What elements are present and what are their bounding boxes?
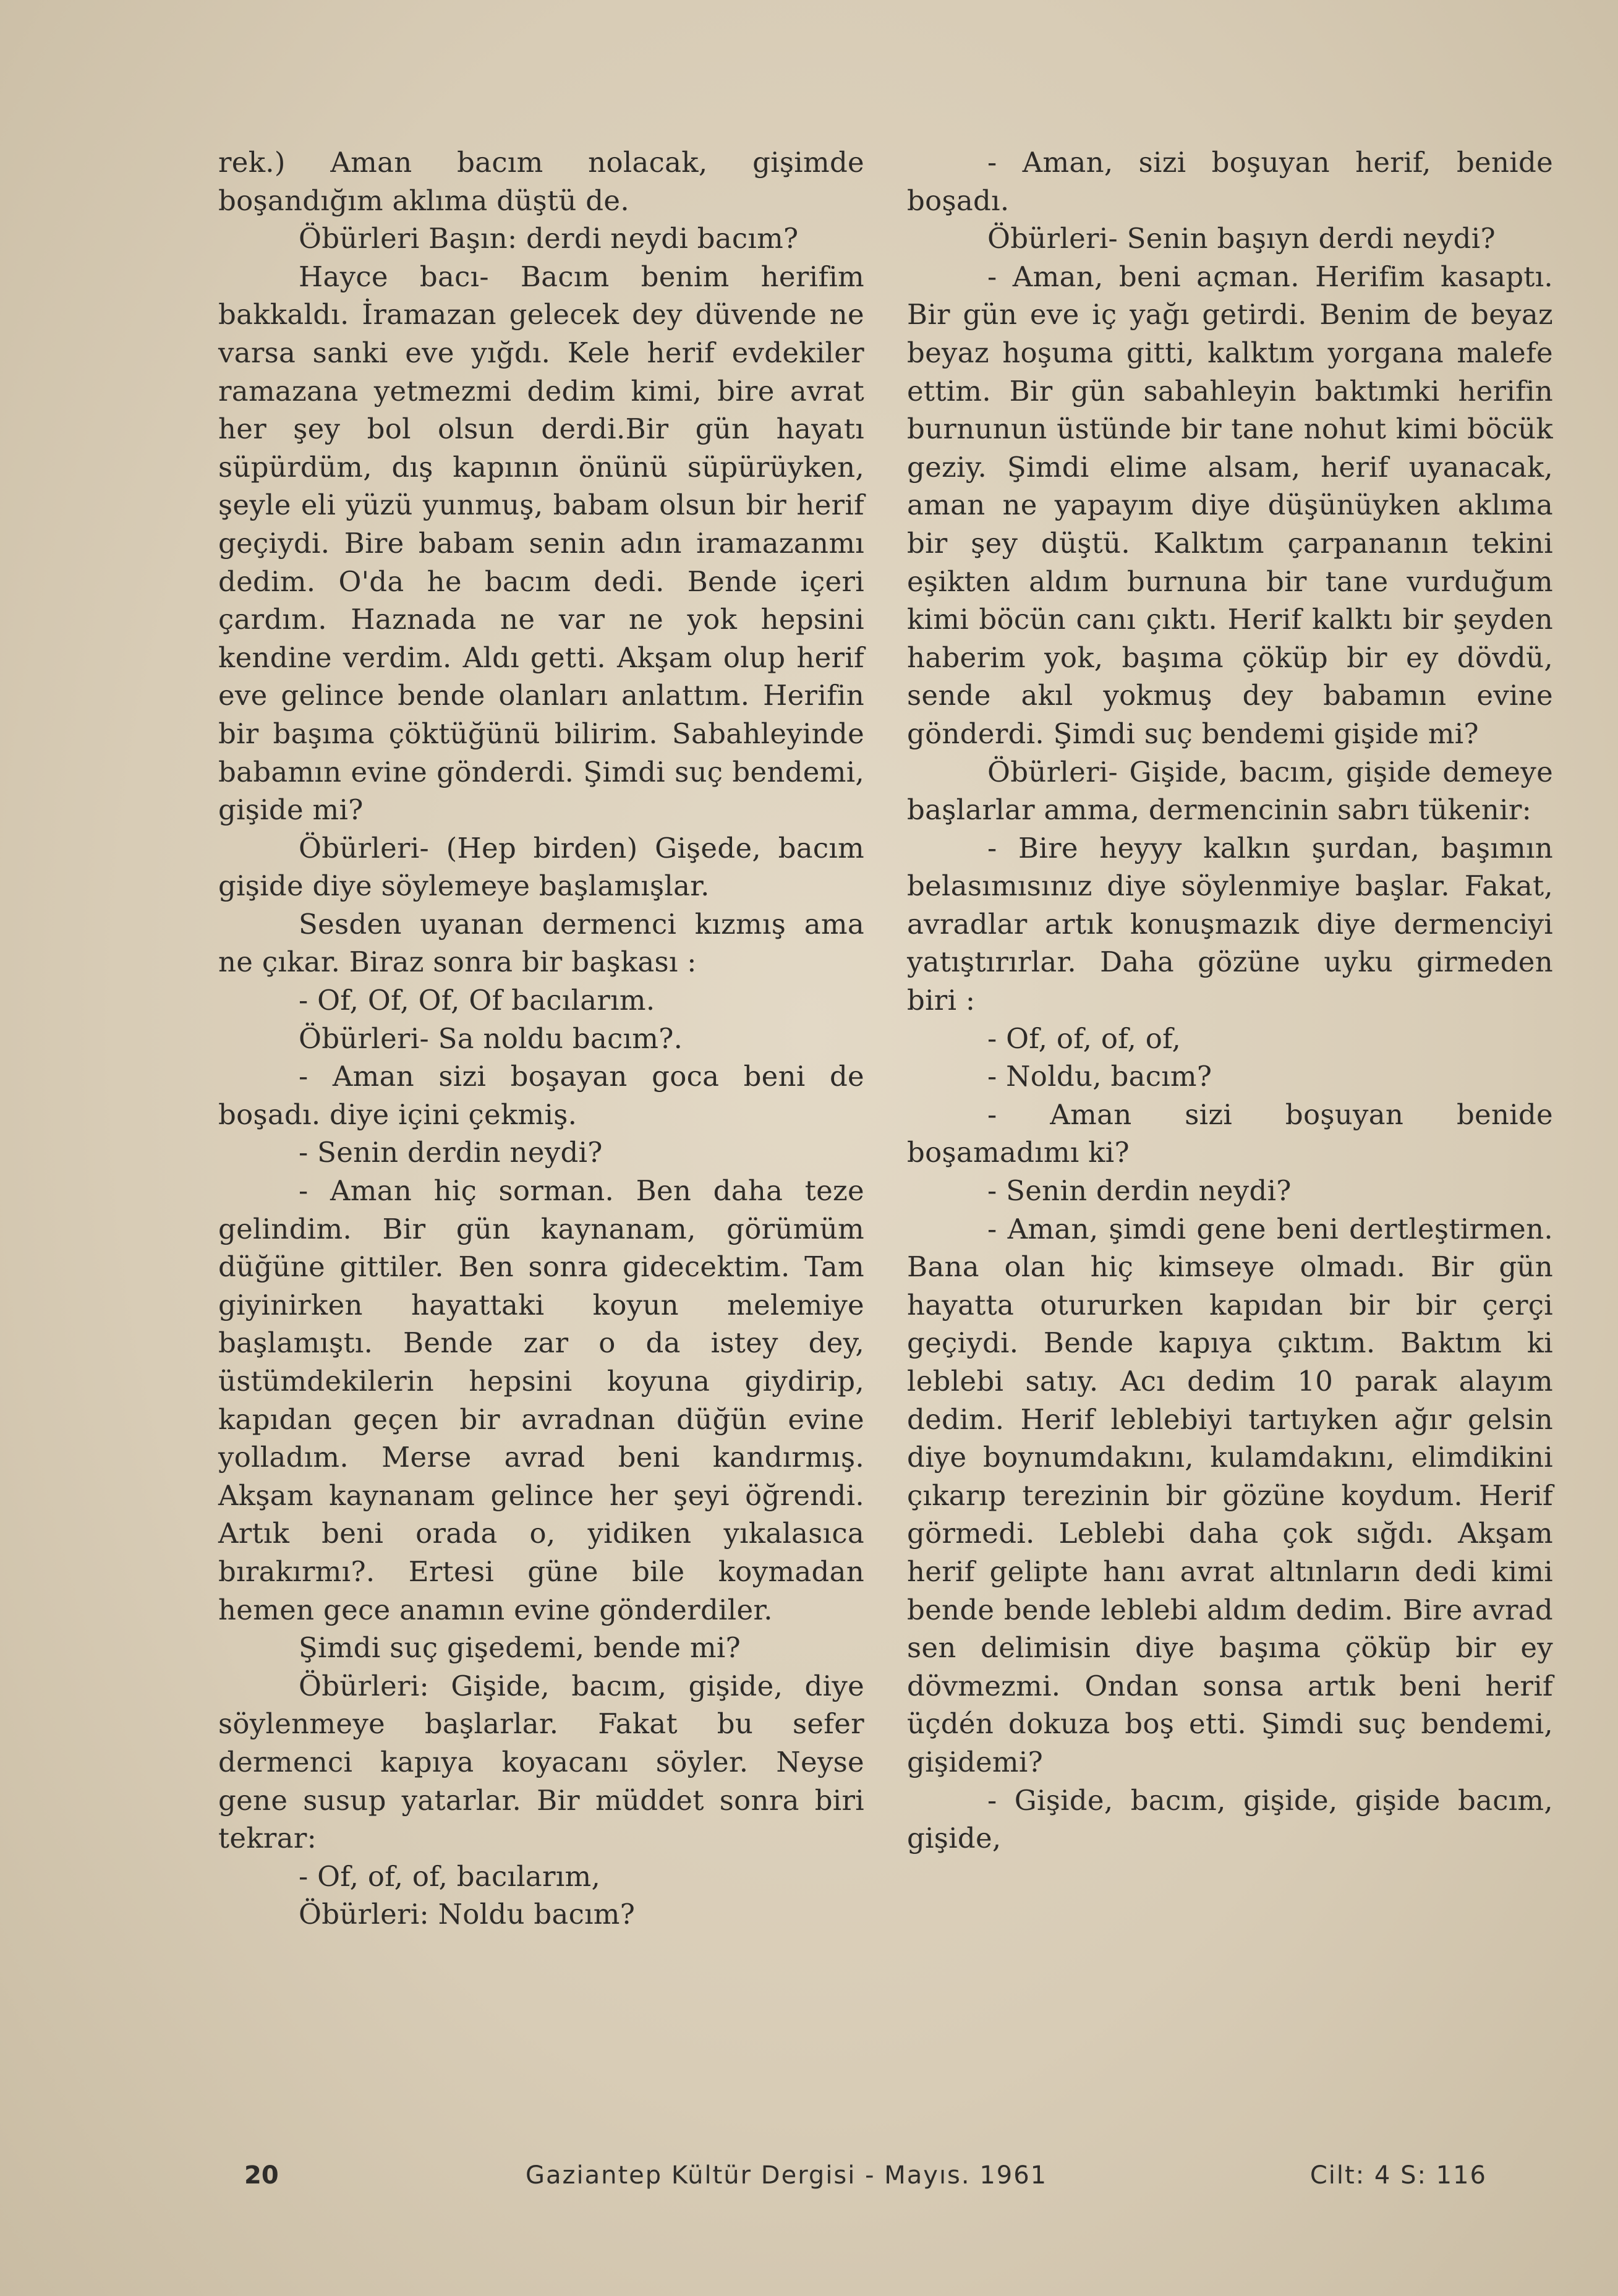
paragraph: - Aman hiç sorman. Ben daha teze gelindim. Bir gün kaynanam, görümüm düğüne gittiler. Ben sonra gidecektim. Tam giyinirken hayattaki koyun melemiye başlamıştı. Bende zar o da istey dey, üstümdekilerin hepsini koyuna giydirip, kapıdan geçen bir avradnan düğün evine yolladım. Merse avrad beni kandırmış. Akşam kaynanam gelince her şeyi öğrendi. Artık beni orada o, yidiken yıkalasıca bırakırmı?. Ertesi güne bile koymadan hemen gece anamın evine gönderdiler. <box>218 1174 864 1626</box>
paragraph: - Of, of, of, of, <box>987 1022 1182 1055</box>
paragraph: Öbürleri: Gişide, bacım, gişide, diye söylenmeye başlarlar. Fakat bu sefer dermenci kapıya koyacanı söyler. Neyse gene susup yatarlar. Bir müddet sonra biri tekrar: <box>218 1669 864 1855</box>
paragraph: - Aman, sizi boşuyan herif, benide boşadı. <box>907 146 1553 217</box>
paragraph: Sesden uyanan dermenci kızmış ama ne çıkar. Biraz sonra bir başkası : <box>218 907 864 979</box>
paragraph: Öbürleri- (Hep birden) Gişede, bacım gişide diye söylemeye başlamışlar. <box>218 831 864 903</box>
paragraph: Şimdi suç gişedemi, bende mi? <box>299 1631 741 1665</box>
paragraph: Öbürleri- Gişide, bacım, gişide demeye başlarlar amma, dermencinin sabrı tükenir: <box>907 755 1553 827</box>
page-footer <box>244 2161 1487 2198</box>
paragraph: Öbürleri Başın: derdi neydi bacım? <box>299 222 799 255</box>
paragraph: - Aman, beni açman. Herifim kasaptı. Bir gün eve iç yağı getirdi. Benim de beyaz beyaz hoşuma gitti, kalktım yorgana malefe ettim. Bir gün sabahleyin baktımki herifin burnunun üstünde bir tane nohut kimi böcük geziy. Şimdi elime alsam, herif uyanacak, aman ne yapayım diye düşünüyken aklıma bir şey düştü. Kalktım çarpananın tekini eşikten aldım burnuna bir tane vurduğum kimi böcün canı çıktı. Herif kalktı bir şeyden haberim yok, başıma çöküp bir ey dövdü, sende akıl yokmuş dey babamın evine gönderdi. Şimdi suç bendemi gişide mi? <box>907 260 1553 750</box>
paragraph: - Noldu, bacım? <box>987 1060 1212 1093</box>
page-number: 20 <box>244 2161 279 2190</box>
left-column <box>218 143 864 1934</box>
paragraph: - Senin derdin neydi? <box>299 1136 603 1169</box>
paragraph: Öbürleri- Sa noldu bacım?. <box>299 1022 683 1055</box>
right-column <box>907 143 1553 1858</box>
paragraph: - Aman sizi boşuyan benide boşamadımı ki? <box>907 1098 1553 1169</box>
paragraph: - Of, of, of, bacılarım, <box>299 1859 601 1893</box>
paragraph: rek.) Aman bacım nolacak, gişimde boşandığım aklıma düştü de. <box>218 146 864 217</box>
paragraph: - Aman sizi boşayan goca beni de boşadı. diye içini çekmiş. <box>218 1060 864 1131</box>
paragraph: - Gişide, bacım, gişide, gişide bacım, gişide, <box>907 1783 1553 1855</box>
paragraph: Öbürleri: Noldu bacım? <box>299 1898 636 1931</box>
volume-issue: Cilt: 4 S: 116 <box>1309 2161 1487 2190</box>
paragraph: - Aman, şimdi gene beni dertleştirmen. Bana olan hiç kimseye olmadı. Bir gün hayatta otururken kapıdan bir bir çerçi geçiydi. Bende kapıya çıktım. Baktım ki leblebi satıy. Acı dedim 10 parak alayım dedim. Herif leblebiyi tartıyken ağır gelsin diye boynumdakını, kulamdakını, elimdikini çıkarıp terezinin bir gözüne koydum. Herif görmedi. Leblebi daha çok sığdı. Akşam herif gelipte hanı avrat altınların dedi kimi bende bende leblebi aldım dedim. Bire avrad sen delimisin diye başıma çöküp bir ey dövmezmi. Ondan sonsa artık beni herif üçdén dokuza boş etti. Şimdi suç bendemi, gişidemi? <box>907 1212 1553 1778</box>
paragraph: Öbürleri- Senin başıyn derdi neydi? <box>987 222 1496 255</box>
paragraph: - Of, Of, Of, Of bacılarım. <box>299 984 655 1017</box>
paragraph: Hayce bacı- Bacım benim herifim bakkaldı. İramazan gelecek dey düvende ne varsa sanki eve yığdı. Kele herif evdekiler ramazana yetmezmi dedim kimi, bire avrat her şey bol olsun derdi.Bir gün hayatı süpürdüm, dış kapının önünü süpürüyken, şeyle eli yüzü yunmuş, babam olsun bir herif geçiydi. Bire babam senin adın iramazanmı dedim. O'da he bacım dedi. Bende içeri çardım. Haznada ne var ne yok hepsini kendine verdim. Aldı getti. Akşam olup herif eve gelince bende olanları anlattım. Herifin bir başıma çöktüğünü bilirim. Sabahleyinde babamın evine gönderdi. Şimdi suç bendemi, gişide mi? <box>218 260 864 827</box>
journal-title: Gaziantep Kültür Dergisi - Mayıs. 1961 <box>526 2161 1048 2190</box>
paragraph: - Bire heyyy kalkın şurdan, başımın belasımısınız diye söylenmiye başlar. Fakat, avradlar artık konuşmazık diye dermenciyi yatıştırırlar. Daha gözüne uyku girmeden biri : <box>907 831 1553 1017</box>
paragraph: - Senin derdin neydi? <box>987 1174 1292 1208</box>
